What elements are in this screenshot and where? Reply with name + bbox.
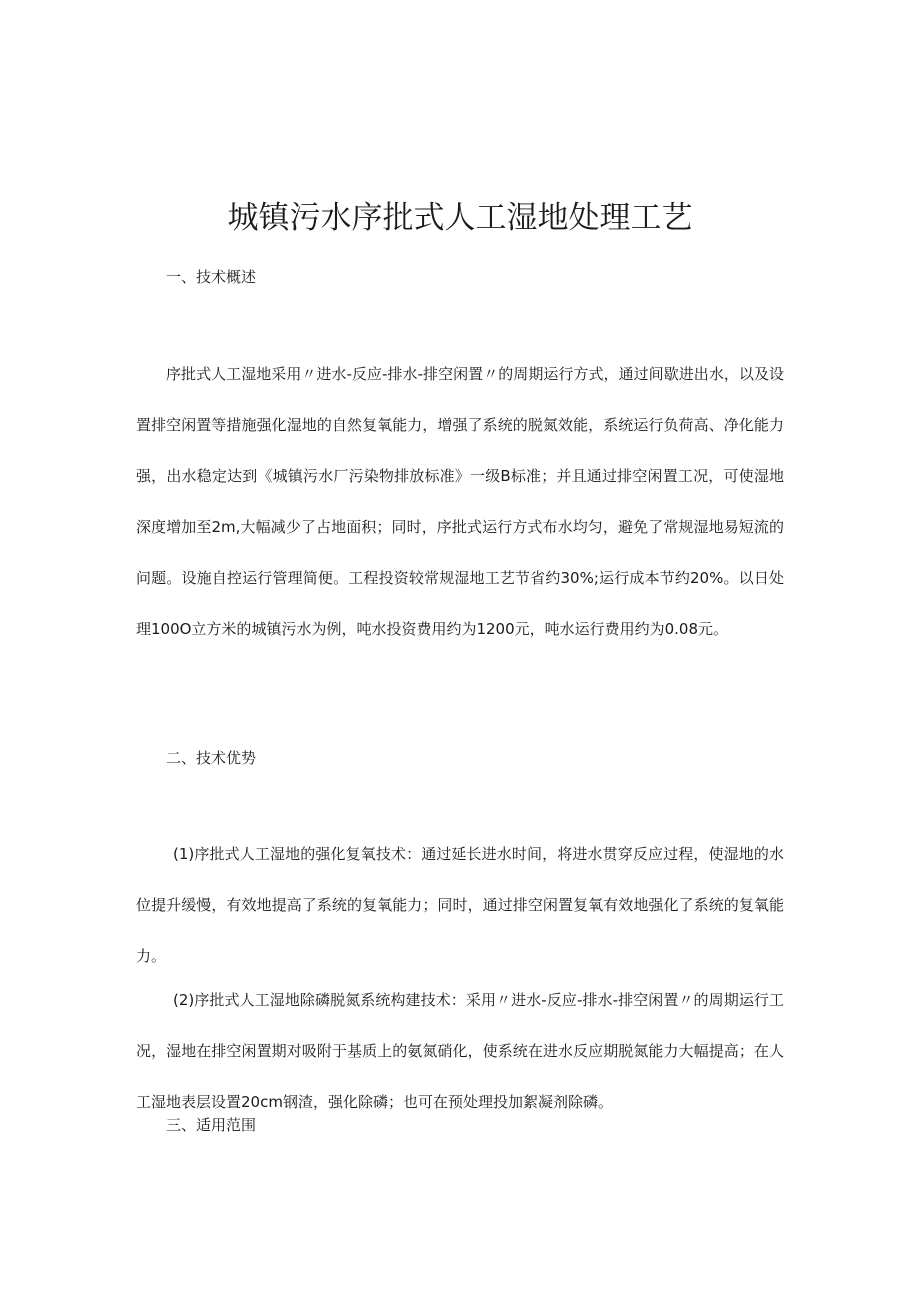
section-heading-advantages: 二、技术优势: [166, 749, 257, 767]
section-heading-scope: 三、适用范围: [166, 1116, 257, 1134]
advantage-paragraph-2: (2)序批式人工湿地除磷脱氮系统构建技术：采用〃进水-反应-排水-排空闲置〃的周期运行工况，湿地在排空闲置期对吸附于基质上的氨氮硝化，使系统在进水反应期脱氮能力大幅提高；在人工湿地表层设置20cm钢渣，强化除磷；也可在预处理投加絮凝剂除磷。: [136, 991, 784, 1111]
overview-paragraph: 序批式人工湿地采用〃进水-反应-排水-排空闲置〃的周期运行方式，通过间歇进出水，以及设置排空闲置等措施强化湿地的自然复氧能力，增强了系统的脱氮效能，系统运行负荷高、净化能力强，出水稳定达到《城镇污水厂污染物排放标准》一级B标准；并且通过排空闲置工况，可使湿地深度增加至2m,大幅减少了占地面积；同时，序批式运行方式布水均匀，避免了常规湿地易短流的问题。设施自控运行管理简便。工程投资较常规湿地工艺节省约30%;运行成本节约20%。以日处理100O立方米的城镇污水为例，吨水投资费用约为1200元，吨水运行费用约为0.08元。: [136, 365, 784, 638]
advantage-paragraph-1: (1)序批式人工湿地的强化复氧技术：通过延长进水时间，将进水贯穿反应过程，使湿地的水位提升缓慢，有效地提高了系统的复氧能力；同时，通过排空闲置复氧有效地强化了系统的复氧能力。: [136, 845, 784, 965]
document-title: 城镇污水序批式人工湿地处理工艺: [227, 200, 693, 236]
section-heading-overview: 一、技术概述: [166, 268, 257, 286]
